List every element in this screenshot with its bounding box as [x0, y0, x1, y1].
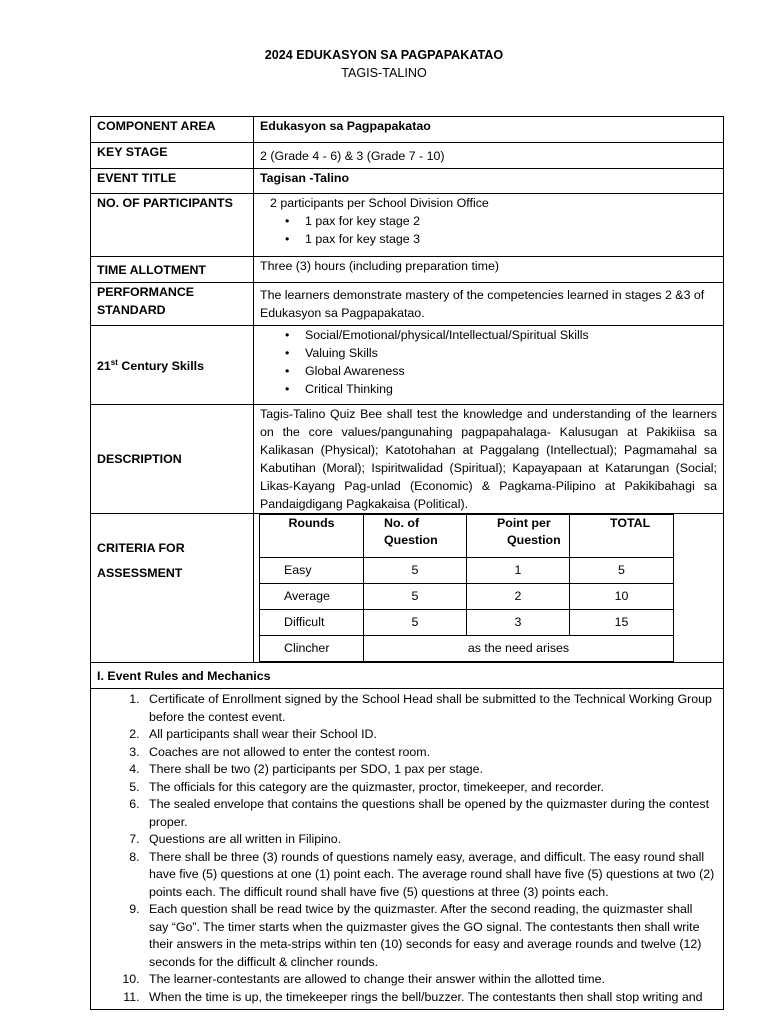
clincher-note: as the need arises — [364, 636, 674, 662]
list-item: 1. Certificate of Enrollment signed by the School Head shall be submitted to the Technical Working Group before the contest event. — [143, 691, 715, 726]
rules-heading: I. Event Rules and Mechanics — [91, 663, 724, 689]
points-cell: 1 — [467, 558, 570, 584]
participants-row — [91, 194, 724, 257]
time-allotment-label: TIME ALLOTMENT — [91, 257, 254, 283]
skills-label-sup: st — [110, 358, 118, 368]
total-cell: 15 — [570, 610, 674, 636]
skills-label-text: Century Skills — [117, 359, 204, 374]
criteria-table — [259, 514, 674, 662]
total-cell: 10 — [570, 584, 674, 610]
time-allotment-row — [91, 257, 724, 283]
criteria-label-line1: CRITERIA FOR — [97, 541, 185, 555]
document-title: 2024 EDUKASYON SA PAGPAPAKATAO — [264, 48, 504, 62]
key-stage-row — [91, 143, 724, 169]
round-cell: Clincher — [260, 636, 364, 662]
rounds-header: Rounds — [260, 515, 364, 558]
questions-cell: 5 — [364, 584, 467, 610]
table-row — [260, 558, 674, 584]
list-item: 8. There shall be three (3) rounds of questions namely easy, average, and difficult. The easy round shall have five (5) questions at one (1) point each. The average round shall have five (5) questions at two (2) points each. The difficult round shall have five (5) questions at three (3) points each. — [143, 849, 715, 902]
event-title-label: EVENT TITLE — [91, 169, 254, 194]
key-stage-value: 2 (Grade 4 - 6) & 3 (Grade 7 - 10) — [254, 143, 724, 169]
list-item: • Global Awareness — [305, 362, 717, 380]
participants-list — [260, 212, 717, 248]
points-header-line1: Point per — [497, 516, 551, 530]
rules-heading-row — [91, 663, 724, 689]
list-item: 7. Questions are all written in Filipino. — [143, 831, 715, 849]
list-item: • Valuing Skills — [305, 344, 717, 362]
questions-header-line2: Question — [384, 533, 438, 547]
performance-standard-row — [91, 283, 724, 326]
criteria-label-line2: ASSESSMENT — [97, 566, 183, 580]
table-row — [260, 636, 674, 662]
performance-standard-label-line2: STANDARD — [97, 303, 166, 317]
rules-list — [91, 691, 723, 1006]
rules-row — [91, 689, 724, 1010]
participants-value — [254, 194, 724, 257]
table-row — [260, 610, 674, 636]
description-value: Tagis-Talino Quiz Bee shall test the knowledge and understanding of the learners on the core values/pangunahing pagpapahalaga- Kalusugan at Pakikiisa sa Kalikasan (Physical); Katotohahan at Paggalang (Intellectual); Pagmamahal sa Kabutihan (Moral); Ispiritwalidad (Spiritual); Kapayapaan at Katarungan (Social; Likas-Kayang Pag-unlad (Economic) & Pagkama-Pilipino at Pakikibahagi sa Pandaigdigang Pagkakaisa (Political). — [254, 405, 724, 514]
performance-standard-value: The learners demonstrate mastery of the competencies learned in stages 2 &3 of Edukasyon sa Pagpapakatao. — [254, 283, 724, 326]
list-item: 11. When the time is up, the timekeeper rings the bell/buzzer. The contestants then shall stop writing and — [143, 989, 715, 1007]
skills-list — [260, 326, 717, 398]
total-header: TOTAL — [570, 515, 674, 558]
list-item: • 1 pax for key stage 3 — [305, 230, 717, 248]
description-label: DESCRIPTION — [91, 405, 254, 514]
round-cell: Easy — [260, 558, 364, 584]
list-item: 3. Coaches are not allowed to enter the contest room. — [143, 744, 715, 762]
list-item: 4. There shall be two (2) participants per SDO, 1 pax per stage. — [143, 761, 715, 779]
document-subtitle: TAGIS-TALINO — [341, 66, 427, 80]
questions-header-line1: No. of — [384, 516, 420, 530]
component-area-value: Edukasyon sa Pagpapakatao — [254, 117, 724, 143]
list-item: 6. The sealed envelope that contains the questions shall be opened by the quizmaster during the contest proper. — [143, 796, 715, 831]
component-area-row — [91, 117, 724, 143]
criteria-header-row — [260, 515, 674, 558]
rules-cell — [91, 689, 724, 1010]
participants-label: NO. OF PARTICIPANTS — [91, 194, 254, 257]
points-cell: 3 — [467, 610, 570, 636]
skills-row — [91, 326, 724, 405]
criteria-cell — [254, 514, 724, 663]
event-title-value: Tagisan -Talino — [254, 169, 724, 194]
questions-header — [364, 515, 467, 558]
performance-standard-label-line1: PERFORMANCE — [97, 285, 195, 299]
time-allotment-value: Three (3) hours (including preparation time) — [254, 257, 724, 283]
total-cell: 5 — [570, 558, 674, 584]
points-header — [467, 515, 570, 558]
list-item: 10. The learner-contestants are allowed to change their answer within the allotted time. — [143, 971, 715, 989]
table-row — [260, 584, 674, 610]
list-item: 2. All participants shall wear their School ID. — [143, 726, 715, 744]
list-item: • 1 pax for key stage 2 — [305, 212, 717, 230]
description-row — [91, 405, 724, 514]
list-item: 5. The officials for this category are the quizmaster, proctor, timekeeper, and recorder. — [143, 779, 715, 797]
criteria-label — [91, 514, 254, 663]
event-title-row — [91, 169, 724, 194]
round-cell: Difficult — [260, 610, 364, 636]
skills-value — [254, 326, 724, 405]
participants-intro: 2 participants per School Division Office — [270, 196, 489, 210]
skills-label — [91, 326, 254, 405]
questions-cell: 5 — [364, 610, 467, 636]
component-area-label: COMPONENT AREA — [91, 117, 254, 143]
round-cell: Average — [260, 584, 364, 610]
list-item: • Critical Thinking — [305, 380, 717, 398]
list-item: • Social/Emotional/physical/Intellectual/Spiritual Skills — [305, 326, 717, 344]
list-item: 9. Each question shall be read twice by the quizmaster. After the second reading, the quizmaster shall say “Go”. The timer starts when the quizmaster gives the GO signal. The contestants then shall write their answers in the meta-strips within ten (10) seconds for easy and average rounds and twelve (12) seconds for the difficult & clincher rounds. — [143, 901, 715, 971]
criteria-row — [91, 514, 724, 663]
performance-standard-label — [91, 283, 254, 326]
key-stage-label: KEY STAGE — [91, 143, 254, 169]
event-details-table — [90, 116, 724, 1010]
points-cell: 2 — [467, 584, 570, 610]
skills-label-number: 21 — [97, 359, 111, 374]
questions-cell: 5 — [364, 558, 467, 584]
points-header-line2: Question — [507, 533, 561, 547]
